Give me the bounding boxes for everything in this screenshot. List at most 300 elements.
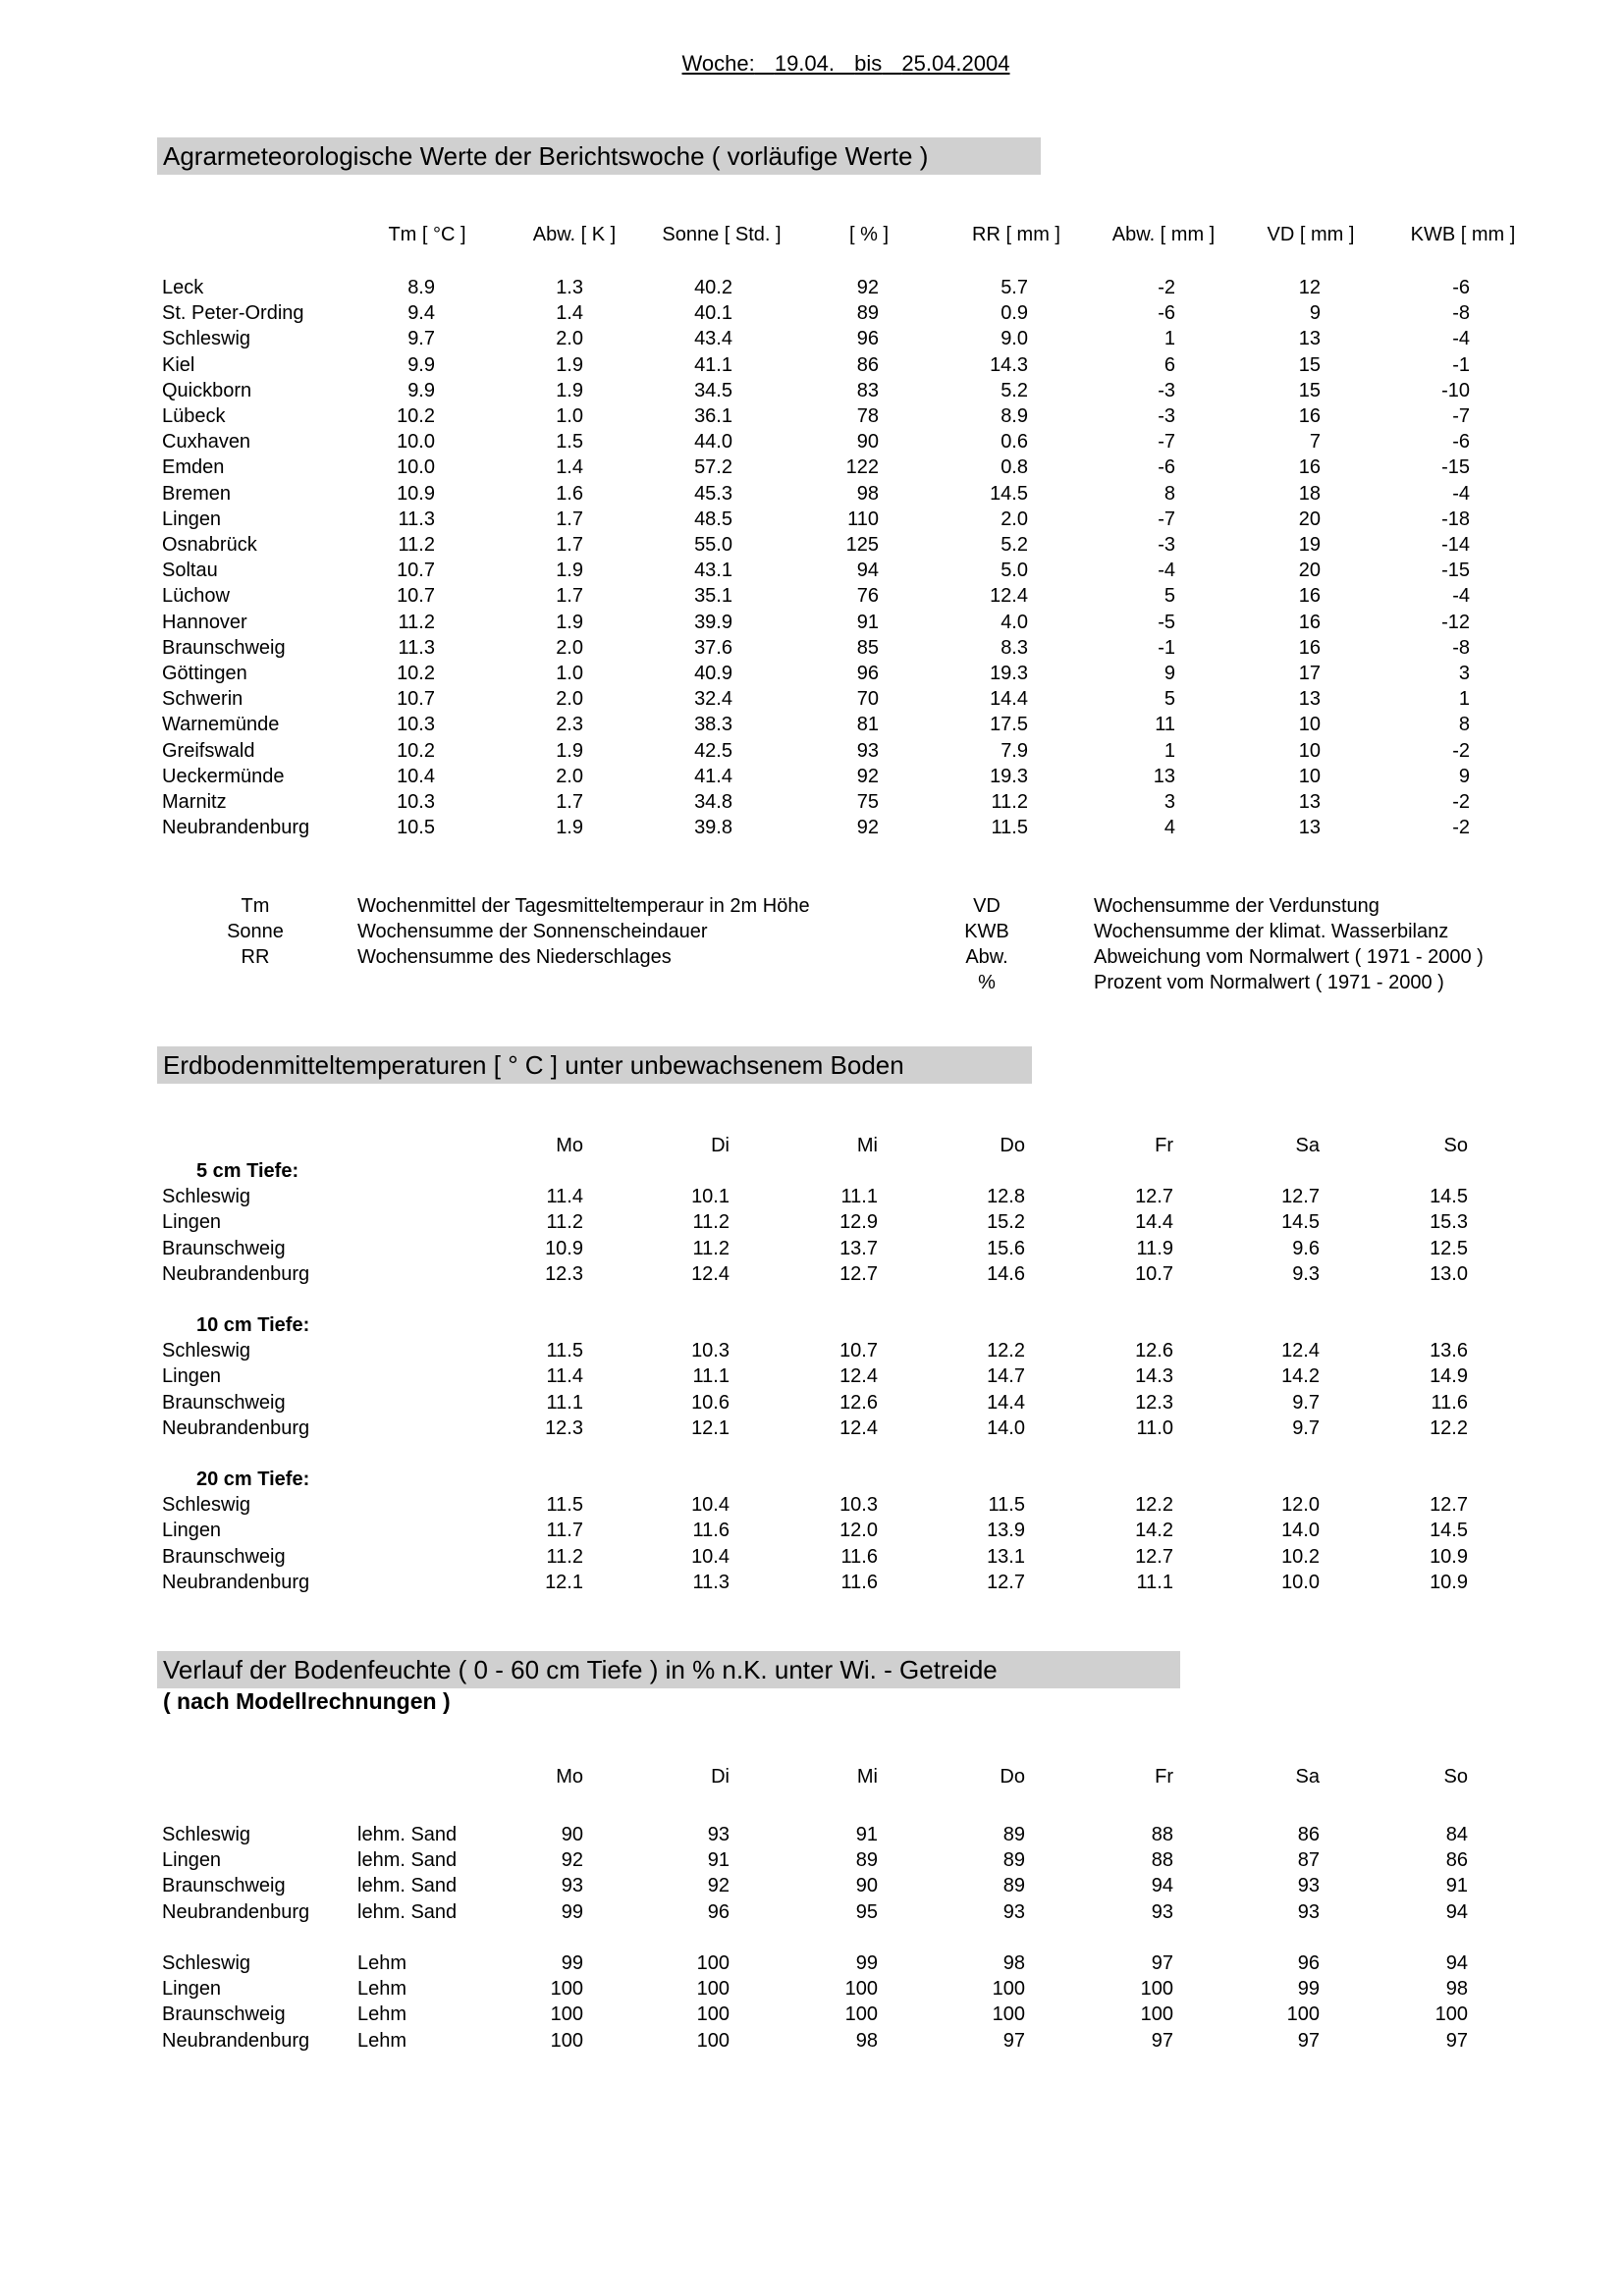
table-cell: 100 [844,1978,878,2000]
table-cell: 12.2 [987,1340,1025,1362]
table-cell: 91 [856,612,879,633]
table-cell: 95 [855,1901,878,1923]
table-cell: 2.0 [556,766,583,787]
table-cell: 9 [1458,766,1470,787]
table-cell: 12.8 [987,1186,1025,1207]
table-cell: 14.4 [990,688,1028,710]
soil-type: lehm. Sand [357,1849,458,1871]
table-cell: 14.3 [990,354,1028,376]
station-name: Braunschweig [162,637,286,659]
station-name: Osnabrück [162,534,257,556]
table-cell: -7 [1158,508,1175,530]
table-cell: 96 [707,1901,730,1923]
table-cell: 10.0 [397,431,435,453]
table-cell: 1.0 [556,405,583,427]
table-cell: 15 [1298,354,1321,376]
table-cell: 10.2 [397,405,435,427]
table-cell: 16 [1298,456,1321,478]
table-cell: 32.4 [694,688,732,710]
section3-title: Verlauf der Bodenfeuchte ( 0 - 60 cm Tiefe ) in % n.K. unter Wi. - Getreide [157,1651,1180,1688]
soil-type: Lehm [357,1952,407,1974]
table-cell: 9 [1163,663,1175,684]
table-cell: 38.3 [694,714,732,735]
table-cell: -10 [1441,380,1470,401]
table-cell: 41.4 [694,766,732,787]
table-cell: 19 [1298,534,1321,556]
table-cell: 0.8 [1001,456,1028,478]
table-cell: 11.3 [692,1572,730,1593]
table-cell: 10 [1298,766,1321,787]
table-cell: 1.9 [556,740,583,762]
table-cell: 98 [1445,1978,1468,2000]
table-cell: 15.6 [987,1238,1025,1259]
table-cell: 1.6 [556,483,583,505]
table-cell: 11.5 [991,817,1028,838]
table-cell: -15 [1441,560,1470,581]
table-cell: 100 [696,2030,730,2052]
table-cell: 1.9 [556,354,583,376]
table-cell: 94 [1445,1901,1468,1923]
table-cell: 2.0 [556,688,583,710]
station-name: Göttingen [162,663,247,684]
table-cell: 100 [1434,2003,1468,2025]
table-cell: 12.3 [545,1263,583,1285]
table-cell: 11.1 [546,1392,583,1414]
table-cell: 16 [1298,637,1321,659]
table-cell: 96 [1297,1952,1320,1974]
column-header: Sonne [ Std. ] [662,224,782,245]
table-cell: -2 [1452,817,1470,838]
table-cell: 14.4 [987,1392,1025,1414]
column-header: RR [ mm ] [972,224,1060,245]
station-name: Lingen [162,1520,222,1541]
table-cell: 19.3 [990,663,1028,684]
table-cell: 17 [1298,663,1321,684]
table-cell: -2 [1452,791,1470,813]
table-cell: -4 [1452,585,1470,607]
legend-text: Wochensumme der Sonnenscheindauer [357,921,708,942]
table-cell: 87 [1297,1849,1320,1871]
station-name: Greifswald [162,740,255,762]
week-label: Woche: [681,51,755,76]
table-cell: 2.0 [556,637,583,659]
table-cell: 16 [1298,405,1321,427]
station-name: Schleswig [162,1186,251,1207]
table-cell: 89 [855,1849,878,1871]
table-cell: 12.7 [1281,1186,1320,1207]
table-cell: 11.1 [1136,1572,1173,1593]
table-cell: 14.3 [1135,1365,1173,1387]
week-to-label: bis [854,51,883,76]
table-cell: -18 [1441,508,1470,530]
table-cell: 12.7 [1135,1186,1173,1207]
soil-type: Lehm [357,2030,407,2052]
table-cell: -2 [1452,740,1470,762]
table-cell: 13.7 [839,1238,878,1259]
table-cell: 13 [1298,688,1321,710]
table-cell: 13 [1298,328,1321,349]
table-cell: 1.5 [556,431,583,453]
station-name: Braunschweig [162,1392,286,1414]
legend-abbr: % [978,972,996,993]
table-cell: 85 [856,637,879,659]
table-cell: 99 [1297,1978,1320,2000]
table-cell: 3 [1163,791,1175,813]
table-cell: 10.7 [397,688,435,710]
table-cell: 78 [856,405,879,427]
station-name: Braunschweig [162,1875,286,1896]
table-cell: -2 [1158,277,1175,298]
table-cell: 97 [1445,2030,1468,2052]
day-header: Mo [556,1766,583,1788]
table-cell: 14.5 [990,483,1028,505]
table-cell: 2.0 [556,328,583,349]
table-cell: 15.3 [1430,1211,1468,1233]
table-cell: 2.3 [556,714,583,735]
table-cell: 100 [696,1978,730,2000]
station-name: Lingen [162,508,222,530]
table-cell: 92 [856,766,879,787]
section2-title: Erdbodenmitteltemperaturen [ ° C ] unter unbewachsenem Boden [157,1046,1032,1084]
station-name: Schleswig [162,328,251,349]
table-cell: 1 [1458,688,1470,710]
table-cell: 8.3 [1001,637,1028,659]
table-cell: 12.1 [691,1417,730,1439]
table-cell: 12.5 [1430,1238,1468,1259]
legend-abbr: Sonne [227,921,284,942]
table-cell: 94 [1445,1952,1468,1974]
soil-type: lehm. Sand [357,1824,458,1845]
section1-title: Agrarmeteorologische Werte der Berichtswoche ( vorläufige Werte ) [157,137,1041,175]
table-cell: 11.0 [1136,1417,1173,1439]
table-cell: 11.2 [398,612,435,633]
table-cell: 110 [847,508,879,530]
table-cell: 10.3 [839,1494,878,1516]
table-cell: 19.3 [990,766,1028,787]
soil-type: Lehm [357,2003,407,2025]
day-header: So [1443,1766,1468,1788]
table-cell: -4 [1158,560,1175,581]
table-cell: 94 [1151,1875,1173,1896]
table-cell: 12.4 [839,1417,878,1439]
legend-text: Wochensumme des Niederschlages [357,946,672,968]
table-cell: 12.9 [839,1211,878,1233]
legend-text: Abweichung vom Normalwert ( 1971 - 2000 ) [1094,946,1484,968]
station-name: Neubrandenburg [162,1901,310,1923]
table-cell: 11.3 [398,508,435,530]
table-cell: 18 [1298,483,1321,505]
table-cell: 13 [1298,791,1321,813]
table-cell: 93 [1151,1901,1173,1923]
table-cell: -3 [1158,405,1175,427]
table-cell: 10.6 [691,1392,730,1414]
table-cell: 9.4 [407,302,435,324]
table-cell: 89 [1002,1824,1025,1845]
table-cell: 14.4 [1135,1211,1173,1233]
week-to: 25.04.2004 [901,51,1010,76]
table-cell: 12.0 [839,1520,878,1541]
table-cell: 76 [856,585,879,607]
table-cell: 10.5 [397,817,435,838]
table-cell: 1.7 [556,791,583,813]
table-cell: 15.2 [987,1211,1025,1233]
table-cell: 14.7 [987,1365,1025,1387]
table-cell: 43.1 [694,560,732,581]
station-name: Neubrandenburg [162,1263,310,1285]
table-cell: 13.9 [987,1520,1025,1541]
table-cell: 12.7 [1135,1546,1173,1568]
table-cell: 14.5 [1430,1520,1468,1541]
table-cell: 40.2 [694,277,732,298]
table-cell: -12 [1441,612,1470,633]
table-cell: 100 [696,1952,730,1974]
table-cell: 5.2 [1001,534,1028,556]
table-cell: -14 [1441,534,1470,556]
soil-type: Lehm [357,1978,407,2000]
table-cell: 92 [707,1875,730,1896]
table-cell: 14.9 [1430,1365,1468,1387]
depth-label: 10 cm Tiefe: [196,1314,310,1336]
table-cell: 10.0 [397,456,435,478]
table-cell: 17.5 [990,714,1028,735]
table-cell: 14.0 [987,1417,1025,1439]
table-cell: 97 [1151,1952,1173,1974]
table-cell: 97 [1297,2030,1320,2052]
table-cell: 11.4 [546,1186,583,1207]
table-cell: 37.6 [694,637,732,659]
table-cell: 34.5 [694,380,732,401]
table-cell: 100 [1140,1978,1173,2000]
station-name: Lingen [162,1211,222,1233]
table-cell: 1.7 [556,534,583,556]
table-cell: 94 [856,560,879,581]
table-cell: 14.5 [1430,1186,1468,1207]
legend-text: Prozent vom Normalwert ( 1971 - 2000 ) [1094,972,1444,993]
table-cell: 44.0 [694,431,732,453]
table-cell: 34.8 [694,791,732,813]
day-header: Do [1000,1135,1025,1156]
table-cell: 12.7 [1430,1494,1468,1516]
station-name: Schleswig [162,1494,251,1516]
station-name: Cuxhaven [162,431,251,453]
table-cell: -8 [1452,637,1470,659]
table-cell: 10.3 [691,1340,730,1362]
table-cell: -7 [1158,431,1175,453]
day-header: Di [711,1135,730,1156]
station-name: Neubrandenburg [162,1572,310,1593]
table-cell: 0.6 [1001,431,1028,453]
table-cell: 12.4 [691,1263,730,1285]
table-cell: 10.2 [397,740,435,762]
table-cell: 10 [1298,714,1321,735]
table-cell: 14.6 [987,1263,1025,1285]
table-cell: 100 [844,2003,878,2025]
table-cell: 11.4 [546,1365,583,1387]
table-cell: 86 [1297,1824,1320,1845]
table-cell: 89 [1002,1849,1025,1871]
station-name: Neubrandenburg [162,2030,310,2052]
station-name: Neubrandenburg [162,1417,310,1439]
table-cell: 9.7 [407,328,435,349]
table-cell: 75 [856,791,879,813]
table-cell: 93 [1297,1875,1320,1896]
table-cell: 43.4 [694,328,732,349]
table-cell: -1 [1452,354,1470,376]
column-header: KWB [ mm ] [1410,224,1516,245]
table-cell: 11.1 [692,1365,730,1387]
column-header: VD [ mm ] [1267,224,1355,245]
depth-label: 20 cm Tiefe: [196,1468,310,1490]
soil-type: lehm. Sand [357,1875,458,1896]
table-cell: -8 [1452,302,1470,324]
station-name: Braunschweig [162,1546,286,1568]
table-cell: 100 [696,2003,730,2025]
table-cell: 12.6 [839,1392,878,1414]
table-cell: 9.0 [1001,328,1028,349]
table-cell: 20 [1298,560,1321,581]
table-cell: 90 [561,1824,583,1845]
table-cell: 41.1 [694,354,732,376]
table-cell: 7 [1309,431,1321,453]
legend-text: Wochensumme der klimat. Wasserbilanz [1094,921,1449,942]
table-cell: 10.4 [397,766,435,787]
table-cell: 90 [856,431,879,453]
station-name: Lüchow [162,585,230,607]
legend-abbr: RR [241,946,270,968]
table-cell: 13 [1153,766,1175,787]
table-cell: 5 [1163,585,1175,607]
table-cell: 11.6 [840,1572,878,1593]
section3-subtitle: ( nach Modellrechnungen ) [163,1688,451,1714]
table-cell: -1 [1158,637,1175,659]
table-cell: 5 [1163,688,1175,710]
soil-type: lehm. Sand [357,1901,458,1923]
legend-text: Wochensumme der Verdunstung [1094,895,1380,917]
station-name: Lingen [162,1365,222,1387]
table-cell: 1.4 [556,456,583,478]
week-from: 19.04. [774,51,835,76]
table-cell: 9.9 [407,354,435,376]
station-name: Schleswig [162,1952,251,1974]
table-cell: 11.2 [546,1546,583,1568]
station-name: Marnitz [162,791,227,813]
table-cell: 5.7 [1001,277,1028,298]
table-cell: 86 [856,354,879,376]
table-cell: 12.3 [545,1417,583,1439]
table-cell: 11.2 [546,1211,583,1233]
table-cell: 93 [561,1875,583,1896]
station-name: Hannover [162,612,247,633]
table-cell: 10.9 [545,1238,583,1259]
table-cell: 81 [856,714,879,735]
day-header: Do [1000,1766,1025,1788]
table-cell: 14.0 [1281,1520,1320,1541]
table-cell: 4 [1163,817,1175,838]
table-cell: 1.7 [556,508,583,530]
day-header: Fr [1155,1766,1173,1788]
table-cell: 1.7 [556,585,583,607]
table-cell: 42.5 [694,740,732,762]
station-name: St. Peter-Ording [162,302,304,324]
table-cell: 1.4 [556,302,583,324]
table-cell: 35.1 [694,585,732,607]
table-cell: 13 [1298,817,1321,838]
station-name: Warnemünde [162,714,280,735]
table-cell: 12.2 [1430,1417,1468,1439]
table-cell: 10.9 [1430,1572,1468,1593]
table-cell: 88 [1151,1824,1173,1845]
depth-label: 5 cm Tiefe: [196,1160,299,1182]
table-cell: -6 [1452,277,1470,298]
day-header: So [1443,1135,1468,1156]
table-cell: -3 [1158,534,1175,556]
table-cell: 122 [845,456,879,478]
day-header: Mi [856,1766,878,1788]
table-cell: 88 [1151,1849,1173,1871]
table-cell: 11.9 [1136,1238,1173,1259]
table-cell: 12.2 [1135,1494,1173,1516]
table-cell: 55.0 [694,534,732,556]
table-cell: 13.1 [987,1546,1025,1568]
table-cell: 98 [855,2030,878,2052]
table-cell: 12.4 [839,1365,878,1387]
table-cell: 100 [992,2003,1025,2025]
table-cell: 100 [1286,2003,1320,2025]
table-cell: 10.4 [691,1546,730,1568]
table-cell: 92 [856,817,879,838]
table-cell: 100 [992,1978,1025,2000]
table-cell: 10.7 [397,560,435,581]
table-cell: 97 [1002,2030,1025,2052]
table-cell: 92 [561,1849,583,1871]
table-cell: 11.1 [840,1186,878,1207]
table-cell: 10.0 [1281,1572,1320,1593]
day-header: Sa [1295,1766,1320,1788]
station-name: Schwerin [162,688,243,710]
table-cell: 11.6 [840,1546,878,1568]
station-name: Bremen [162,483,232,505]
table-cell: 11.6 [692,1520,730,1541]
table-cell: 1.9 [556,560,583,581]
table-cell: 2.0 [1001,508,1028,530]
table-cell: 84 [1445,1824,1468,1845]
table-cell: 93 [1297,1901,1320,1923]
day-header: Sa [1295,1135,1320,1156]
table-cell: 92 [856,277,879,298]
table-cell: 10.3 [397,791,435,813]
table-cell: 10.3 [397,714,435,735]
table-cell: 91 [707,1849,730,1871]
table-cell: 10.7 [839,1340,878,1362]
table-cell: 1.3 [556,277,583,298]
table-cell: 12.4 [990,585,1028,607]
table-cell: -4 [1452,328,1470,349]
table-cell: 93 [1002,1901,1025,1923]
day-header: Mi [856,1135,878,1156]
table-cell: 10.2 [397,663,435,684]
table-cell: 12.3 [1135,1392,1173,1414]
table-cell: -5 [1158,612,1175,633]
table-cell: 86 [1445,1849,1468,1871]
day-header: Mo [556,1135,583,1156]
table-cell: 100 [1140,2003,1173,2025]
legend-abbr: KWB [964,921,1009,942]
week-range [0,51,1623,77]
table-cell: 11.6 [1431,1392,1468,1414]
table-cell: 1.9 [556,380,583,401]
table-cell: 10.4 [691,1494,730,1516]
table-cell: 14.2 [1281,1365,1320,1387]
